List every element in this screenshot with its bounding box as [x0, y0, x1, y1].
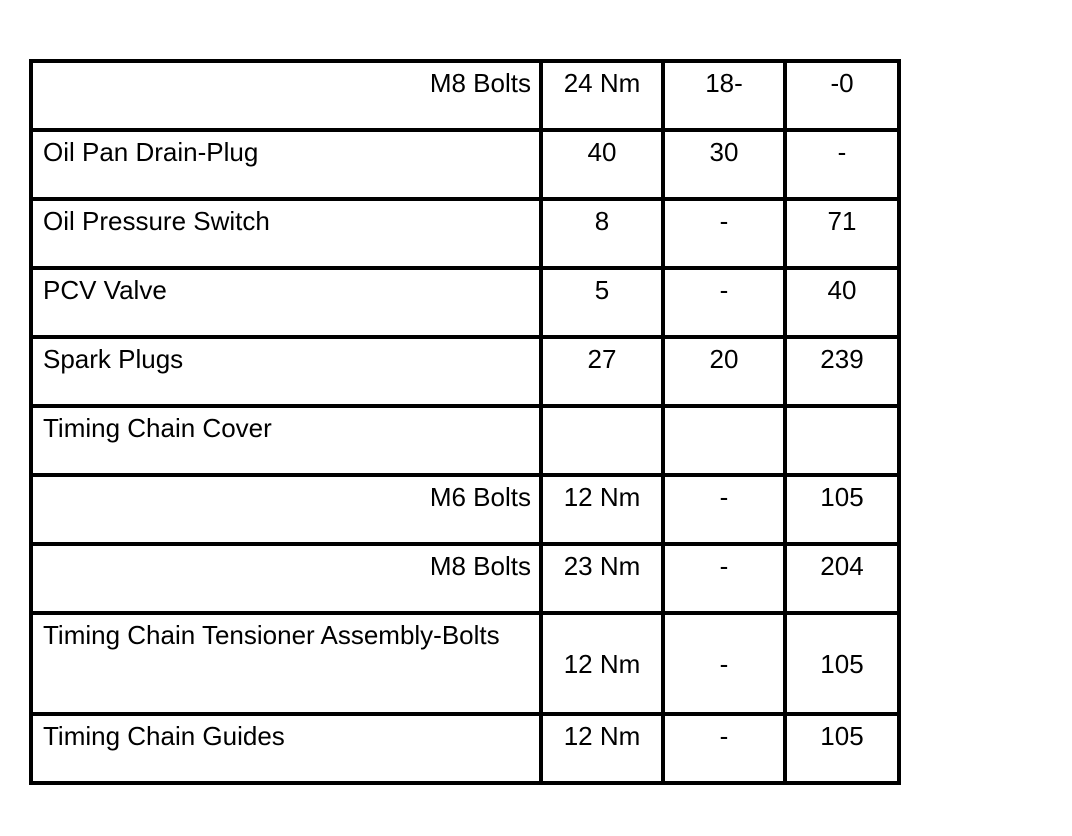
nm-cell: 8: [541, 199, 663, 268]
in-lb-cell: 105: [785, 613, 899, 714]
table-row: [31, 337, 899, 406]
nm-cell: 5: [541, 268, 663, 337]
item-cell: Spark Plugs: [31, 337, 541, 406]
nm-cell: [541, 406, 663, 475]
nm-cell: 27: [541, 337, 663, 406]
in-lb-cell: 40: [785, 268, 899, 337]
table-row: [31, 61, 899, 130]
nm-cell: 23 Nm: [541, 544, 663, 613]
ft-lb-cell: 18-: [663, 61, 785, 130]
table-row: [31, 544, 899, 613]
in-lb-cell: 105: [785, 475, 899, 544]
in-lb-cell: -0: [785, 61, 899, 130]
ft-lb-cell: -: [663, 613, 785, 714]
nm-cell: 24 Nm: [541, 61, 663, 130]
ft-lb-cell: [663, 406, 785, 475]
ft-lb-cell: 20: [663, 337, 785, 406]
nm-cell: 40: [541, 130, 663, 199]
item-cell: Timing Chain Cover: [31, 406, 541, 475]
ft-lb-cell: -: [663, 475, 785, 544]
table-row: [31, 475, 899, 544]
item-cell: Timing Chain Guides: [31, 714, 541, 783]
in-lb-cell: 71: [785, 199, 899, 268]
nm-cell: 12 Nm: [541, 714, 663, 783]
in-lb-cell: 105: [785, 714, 899, 783]
item-cell: M8 Bolts: [31, 544, 541, 613]
table-row: [31, 613, 899, 714]
table-row: [31, 714, 899, 783]
in-lb-cell: 239: [785, 337, 899, 406]
item-cell: Oil Pressure Switch: [31, 199, 541, 268]
ft-lb-cell: -: [663, 268, 785, 337]
item-cell: Oil Pan Drain-Plug: [31, 130, 541, 199]
item-cell: M8 Bolts: [31, 61, 541, 130]
nm-cell: 12 Nm: [541, 613, 663, 714]
ft-lb-cell: 30: [663, 130, 785, 199]
item-cell: Timing Chain Tensioner Assembly-Bolts: [31, 613, 541, 714]
in-lb-cell: -: [785, 130, 899, 199]
torque-specifications-table: [29, 59, 901, 785]
in-lb-cell: 204: [785, 544, 899, 613]
table-row: [31, 199, 899, 268]
item-cell: PCV Valve: [31, 268, 541, 337]
table-row: [31, 406, 899, 475]
ft-lb-cell: -: [663, 544, 785, 613]
nm-cell: 12 Nm: [541, 475, 663, 544]
ft-lb-cell: -: [663, 199, 785, 268]
table-row: [31, 268, 899, 337]
item-cell: M6 Bolts: [31, 475, 541, 544]
ft-lb-cell: -: [663, 714, 785, 783]
table-row: [31, 130, 899, 199]
in-lb-cell: [785, 406, 899, 475]
